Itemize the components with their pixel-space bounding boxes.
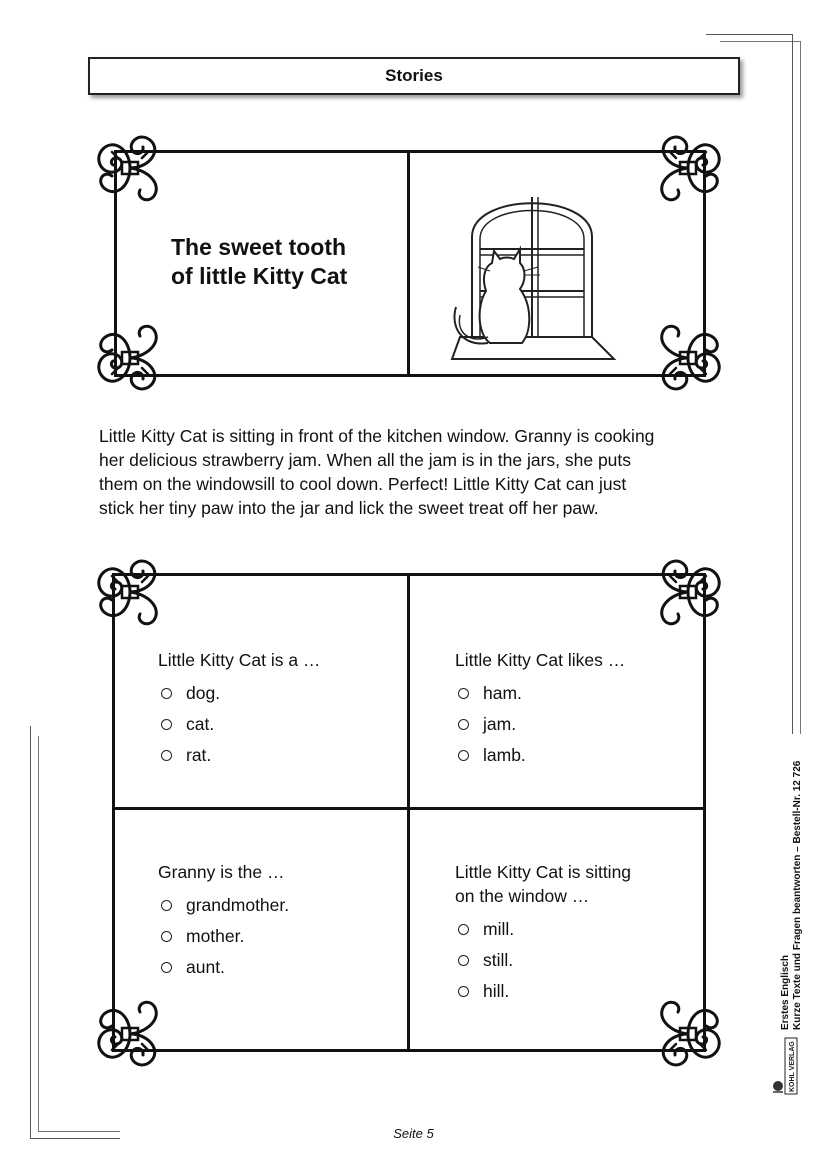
answer-option[interactable] — [455, 945, 631, 976]
answer-option[interactable] — [455, 740, 625, 771]
question-text: Little Kitty Cat is sitting — [455, 862, 632, 882]
answer-option[interactable] — [455, 976, 631, 1007]
answer-option[interactable] — [158, 952, 289, 983]
answer-circle-icon[interactable] — [458, 955, 469, 966]
answer-label: ham. — [483, 683, 522, 703]
answer-circle-icon[interactable] — [458, 924, 469, 935]
side-text-line: Kurze Texte und Fragen beantworten – Bestell-Nr. 12 726 — [792, 760, 803, 1030]
quiz-box — [112, 573, 706, 1052]
answer-option[interactable] — [158, 678, 320, 709]
answer-label: cat. — [186, 714, 215, 734]
story-title-line: of little Kitty Cat — [171, 263, 348, 289]
question-text: Little Kitty Cat likes … — [455, 650, 626, 670]
page-frame-line — [30, 726, 31, 1138]
title-box — [114, 150, 706, 377]
quiz-vertical-divider — [407, 576, 410, 1049]
answer-label: rat. — [186, 745, 212, 765]
header-title: Stories — [385, 66, 443, 85]
answer-option[interactable] — [158, 740, 320, 771]
answer-label: grandmother. — [186, 895, 290, 915]
publisher-name: KOHL VERLAG — [789, 1041, 796, 1092]
answer-circle-icon[interactable] — [161, 750, 172, 761]
story-text-line: Little Kitty Cat is sitting in front of the kitchen window. Granny is cooking — [99, 426, 655, 446]
question-text: Granny is the … — [158, 862, 285, 882]
swirl-ornament-icon — [650, 318, 726, 398]
page-frame-line — [706, 34, 792, 35]
answer-circle-icon[interactable] — [458, 986, 469, 997]
answer-label: jam. — [483, 714, 517, 734]
page-frame-line — [800, 41, 801, 734]
answer-circle-icon[interactable] — [161, 688, 172, 699]
header-bar — [88, 57, 740, 95]
swirl-ornament-icon — [650, 552, 726, 632]
page-frame-line — [720, 41, 800, 42]
quiz-question-3 — [158, 860, 289, 983]
story-text — [99, 424, 739, 520]
answer-option[interactable] — [455, 678, 625, 709]
answer-circle-icon[interactable] — [458, 750, 469, 761]
publisher-logo-icon — [771, 1036, 799, 1096]
answer-option[interactable] — [455, 914, 631, 945]
answer-circle-icon[interactable] — [458, 688, 469, 699]
story-text-line: stick her tiny paw into the jar and lick the sweet treat off her paw. — [99, 498, 599, 518]
side-text-line: Erstes Englisch — [780, 954, 791, 1030]
quiz-question-1 — [158, 648, 320, 771]
answer-option[interactable] — [158, 921, 289, 952]
swirl-ornament-icon — [650, 128, 726, 208]
swirl-ornament-icon — [92, 318, 168, 398]
quiz-question-2 — [455, 648, 625, 771]
answer-option[interactable] — [158, 709, 320, 740]
story-text-line: them on the windowsill to cool down. Perfect! Little Kitty Cat can just — [99, 474, 627, 494]
answer-circle-icon[interactable] — [458, 719, 469, 730]
answer-option[interactable] — [455, 709, 625, 740]
answer-circle-icon[interactable] — [161, 962, 172, 973]
story-title — [171, 233, 347, 291]
answer-label: still. — [483, 950, 514, 970]
page-number: Seite 5 — [393, 1126, 434, 1141]
answer-circle-icon[interactable] — [161, 900, 172, 911]
answer-label: hill. — [483, 981, 510, 1001]
answer-label: mill. — [483, 919, 515, 939]
story-title-line: The sweet tooth — [171, 234, 347, 260]
swirl-ornament-icon — [92, 552, 168, 632]
answer-label: dog. — [186, 683, 221, 703]
title-box-divider — [407, 153, 410, 374]
question-text: on the window … — [455, 886, 590, 906]
side-publication-info — [780, 761, 804, 1030]
page-frame-line — [38, 736, 39, 1131]
answer-option[interactable] — [158, 890, 289, 921]
quiz-horizontal-divider — [115, 807, 703, 810]
page-frame-line — [792, 34, 793, 734]
swirl-ornament-icon — [650, 994, 726, 1074]
question-text: Little Kitty Cat is a … — [158, 650, 321, 670]
cat-window-illustration — [442, 167, 642, 367]
swirl-ornament-icon — [92, 994, 168, 1074]
quiz-question-4 — [455, 860, 631, 1007]
answer-label: mother. — [186, 926, 245, 946]
answer-label: aunt. — [186, 957, 225, 977]
answer-circle-icon[interactable] — [161, 931, 172, 942]
story-text-line: her delicious strawberry jam. When all the jam is in the jars, she puts — [99, 450, 632, 470]
answer-label: lamb. — [483, 745, 526, 765]
swirl-ornament-icon — [92, 128, 168, 208]
answer-circle-icon[interactable] — [161, 719, 172, 730]
